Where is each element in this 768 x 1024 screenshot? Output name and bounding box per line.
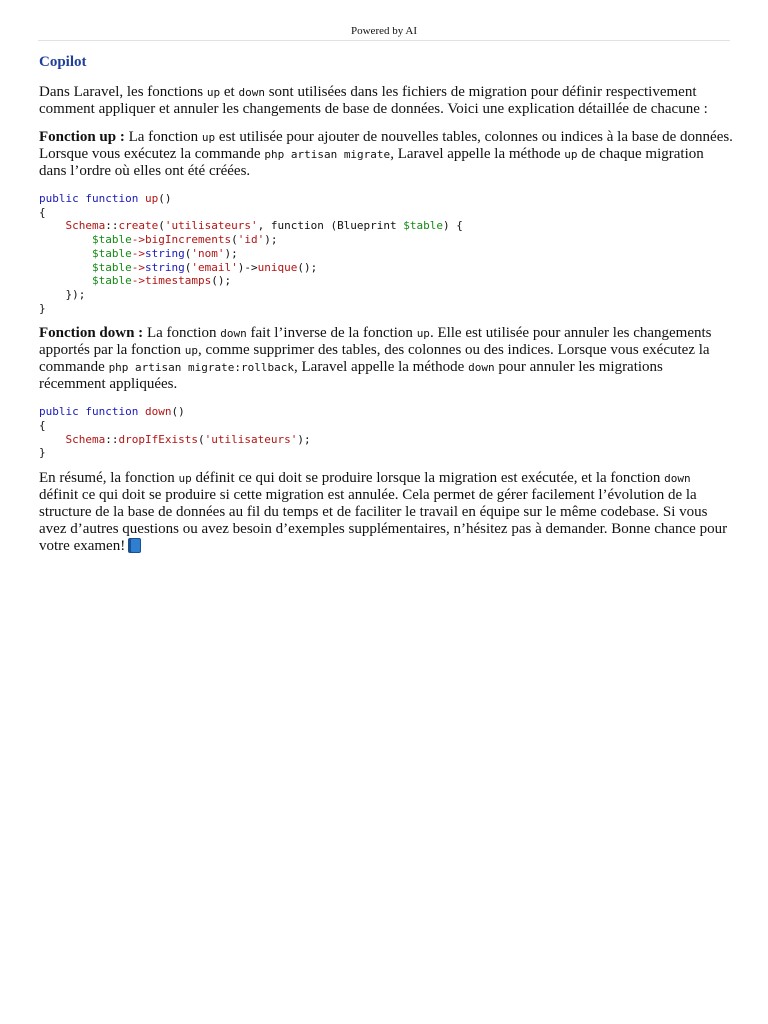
up-text: est utilisée pour ajouter de nouvelles tables, colonnes ou indices à la base de données. Lorsque vous exécutez la commande xyxy=(39,129,733,162)
inline-code: php artisan migrate:rollback xyxy=(108,361,294,375)
up-text: , Laravel appelle la méthode xyxy=(390,146,565,162)
down-heading: Fonction down : xyxy=(39,325,144,342)
inline-code: up xyxy=(178,472,192,486)
code-line: { xyxy=(39,419,46,433)
code-line: }); xyxy=(65,287,86,301)
code-line: $table->string('email')->unique(); xyxy=(91,260,318,274)
inline-code: up xyxy=(206,86,221,99)
powered-by-header: Powered by AI xyxy=(38,24,730,41)
summary-text: définit ce qui doit se produire lorsque la migration est exécutée, et la fonction xyxy=(191,470,665,487)
code-line: public function up() xyxy=(39,192,172,205)
up-text: de chaque migration dans l’ordre où elles ont été créées. xyxy=(39,146,704,179)
down-text: . Elle est utilisée pour annuler les changements apportés par la fonction xyxy=(39,325,712,359)
down-text: fait l’inverse de la fonction xyxy=(246,325,417,342)
code-block-down xyxy=(39,405,733,460)
summary-text: définit ce qui doit se produire si cette migration est annulée. Cela permet de gérer facilement l’évolution de la structure de la base de données au fil du temps et de faciliter le travail en équipe sur le même codebase. Si vous avez d’autres questions ou avez besoin d’exemples supplémentaires, n’hésitez pas à demander. Bonne chance pour votre examen! xyxy=(39,487,728,555)
response-content xyxy=(39,53,733,567)
inline-code: down xyxy=(220,327,247,341)
inline-code: down xyxy=(664,472,691,486)
code-line: public function down() xyxy=(39,405,185,419)
intro-text: sont utilisées dans les fichiers de migration pour définir respectivement comment appliquer et annuler les changements de base de données. Voici une explication détaillée de chacune : xyxy=(39,84,708,117)
down-text: , comme supprimer des tables, des colonnes ou des indices. Lorsque vous exécutez la commande xyxy=(39,342,710,376)
summary-text: En résumé, la fonction xyxy=(39,470,179,487)
down-text: , Laravel appelle la méthode xyxy=(294,359,469,376)
inline-code: up xyxy=(184,344,199,358)
code-block-up xyxy=(39,192,733,315)
code-line: { xyxy=(39,205,46,219)
up-heading: Fonction up : xyxy=(39,129,125,145)
code-line: } xyxy=(39,446,46,460)
summary-paragraph xyxy=(39,470,733,555)
inline-code: up xyxy=(564,148,578,161)
intro-text: et xyxy=(220,84,239,100)
code-line: } xyxy=(39,301,46,315)
up-text: La fonction xyxy=(124,129,202,145)
code-line: Schema::dropIfExists('utilisateurs'); xyxy=(65,432,311,446)
down-paragraph xyxy=(39,325,733,393)
brand-title: Copilot xyxy=(39,54,87,70)
book-icon xyxy=(128,538,141,553)
code-line: $table->bigIncrements('id'); xyxy=(91,233,278,247)
code-line: Schema::create('utilisateurs', function (Blueprint $table) { xyxy=(65,219,463,233)
down-text: pour annuler les migrations récemment appliquées. xyxy=(39,359,663,393)
code-line: $table->timestamps(); xyxy=(91,274,232,288)
up-paragraph xyxy=(39,129,733,180)
inline-code: down xyxy=(468,361,495,375)
intro-paragraph xyxy=(39,84,733,118)
down-text: La fonction xyxy=(143,325,221,342)
inline-code: php artisan migrate xyxy=(264,148,391,161)
inline-code: up xyxy=(416,327,430,341)
inline-code: down xyxy=(238,86,265,99)
intro-text: Dans Laravel, les fonctions xyxy=(39,84,207,100)
inline-code: up xyxy=(201,131,216,144)
code-line: $table->string('nom'); xyxy=(91,246,238,260)
